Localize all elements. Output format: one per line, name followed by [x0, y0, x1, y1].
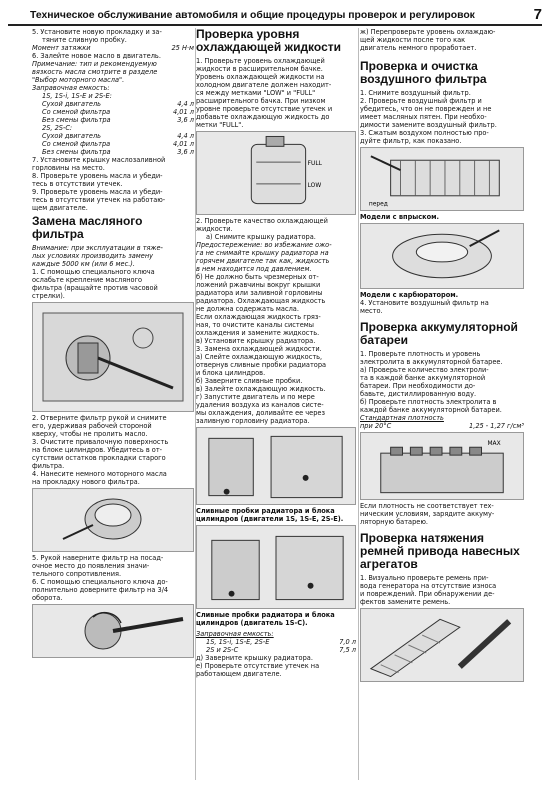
warning-line: горячем двигателе так как, жидкость — [196, 257, 330, 265]
text-line: расширительного бачка. При низком — [196, 97, 326, 105]
engine-group-title: 2S, 2S-C: — [42, 124, 73, 132]
text-line: ослабьте крепление масляного — [32, 276, 143, 284]
page-header — [8, 4, 542, 26]
text-line: 1. Проверьте уровень охлаждающей — [196, 57, 325, 65]
text-line: 9. Проверьте уровень масла и убеди- — [32, 188, 163, 196]
capacity-label: 1S, 1S-i, 1S-E, 2S-E — [206, 638, 270, 646]
text-line: жидкости. — [196, 225, 233, 233]
text-line: в) Установите крышку радиатора. — [196, 337, 316, 345]
text-line: Если плотность не соответствует тех- — [360, 502, 494, 510]
text-line: в) Залейте охлаждающую жидкость. — [196, 385, 326, 393]
text-line: на блоке цилиндров. Убедитесь в от- — [32, 446, 163, 454]
text-line: тесь в отсутствии утечек. — [32, 180, 123, 188]
section-heading: Проверка натяжения ремней привода навесных агрегатов — [360, 531, 520, 571]
page-number: 7 — [533, 6, 542, 23]
text-line: горловины на место. — [32, 164, 105, 172]
text-line: 1. Проверьте плотность и уровень — [360, 350, 481, 358]
low-mark-label: LOW — [307, 182, 322, 189]
text-line: ная, то очистите каналы системы — [196, 321, 314, 329]
text-line: отвернув сливные пробки радиатора — [196, 361, 327, 369]
radiator-drawing — [197, 428, 355, 504]
text-line: та в каждой банке аккумуляторной — [360, 374, 486, 382]
text-line: электролита в аккумуляторной батарее. — [360, 358, 503, 366]
text-line: ническим условиям, зарядите аккуму- — [360, 510, 495, 518]
density-temp: при 20°С — [360, 422, 392, 430]
filter-drawing — [33, 489, 193, 551]
warning-line: в нем находится под давлением. — [196, 265, 312, 273]
text-line: фильтра (вращайте против часовой — [32, 284, 158, 292]
text-line: ся между метками "LOW" и "FULL" — [196, 89, 316, 97]
drain-plugs-figure-1 — [196, 427, 356, 505]
front-label: перед — [368, 201, 388, 208]
section-heading: Проверка уровня охлаждающей жидкости — [196, 27, 342, 54]
text-line: 6. Залейте новое масло в двигатель. — [32, 52, 161, 60]
torque-label: Момент затяжки — [32, 44, 91, 52]
capacity-label: Со сменой фильтра — [42, 140, 111, 148]
belt-drawing — [361, 609, 523, 681]
max-mark-label: MAX — [487, 441, 501, 448]
text-line: батареи. При необходимости до- — [360, 382, 476, 390]
text-line: каждой банке аккумуляторной батареи. — [360, 406, 502, 414]
warning-line: га не снимайте крышку радиатора на — [196, 249, 329, 257]
torque-value: 25 Н·м — [171, 44, 194, 52]
warning-line: лых условиях производить замену — [32, 252, 154, 260]
capacity-row — [32, 108, 194, 116]
capacity-value: 7,5 л — [339, 646, 356, 654]
battery-drawing — [361, 433, 523, 499]
text-line: фектов замените ремень. — [360, 598, 451, 606]
density-value: 1,25 - 1,27 г/см³ — [469, 422, 524, 430]
capacity-title: Заправочная емкость: — [196, 630, 274, 638]
capacity-label: Сухой двигатель — [42, 100, 102, 108]
capacity-label: Сухой двигатель — [42, 132, 102, 140]
text-line: и блока цилиндров. — [196, 369, 266, 377]
radiator-drawing — [197, 526, 355, 608]
note-line: Примечание: тип и рекомендуемую — [32, 60, 157, 68]
text-line: 3. Сжатым воздухом полностью про- — [360, 129, 489, 137]
text-line: ляторную батарею. — [360, 518, 428, 526]
capacity-row — [32, 148, 194, 156]
figure-caption: Модели с карбюратором. — [360, 291, 459, 299]
torque-row — [32, 44, 194, 52]
text-line: сутствии остатков прокладки старого — [32, 454, 166, 462]
column-1 — [32, 28, 194, 660]
density-label: Стандартная плотность — [360, 414, 444, 422]
text-line: работающем двигателе. — [196, 670, 282, 678]
text-line: 3. Замена охлаждающей жидкости. — [196, 345, 322, 353]
text-line: тесь в отсутствии утечек на работаю- — [32, 196, 166, 204]
text-line: 7. Установите крышку маслозаливной — [32, 156, 166, 164]
round-filter-drawing — [361, 224, 523, 288]
capacity-label: 2S и 2S-C — [206, 646, 239, 654]
text-line: Если охлаждающая жидкость гряз- — [196, 313, 321, 321]
drive-belt-figure — [360, 608, 524, 682]
text-line: ж) Перепроверьте уровень охлаждаю- — [360, 28, 496, 36]
figure-caption: Модели с впрыском. — [360, 213, 440, 221]
oil-filter-gasket-figure — [32, 488, 194, 552]
section-heading: Проверка и очистка воздушного фильтра — [360, 59, 487, 86]
text-line: очное место до появления значи- — [32, 562, 150, 570]
coolant-reservoir-figure — [196, 131, 356, 215]
air-filter-drawing — [361, 148, 523, 210]
drain-plugs-figure-2 — [196, 525, 356, 609]
full-mark-label: FULL — [307, 161, 322, 168]
text-line: бавьте, дистиллированную воду. — [360, 390, 477, 398]
text-line: б) Не должно быть чрезмерных от- — [196, 273, 319, 281]
text-line: кверху, чтобы не пролить масло. — [32, 430, 148, 438]
text-line: а) Проверьте количество электроли- — [360, 366, 489, 374]
header-title: Техническое обслуживание автомобиля и общие процедуры проверок и регулировок — [30, 10, 475, 21]
battery-check-figure — [360, 432, 524, 500]
capacity-label: Со сменой фильтра — [42, 108, 111, 116]
text-line: б) Проверьте плотность электролита в — [360, 398, 497, 406]
text-line: е) Проверьте отсутствие утечек на — [196, 662, 320, 670]
text-line: 2. Проверьте качество охлаждающей — [196, 217, 328, 225]
text-line: не должна содержать масла. — [196, 305, 299, 313]
engine-group-title: 1S, 1S-i, 1S-E и 2S-E: — [42, 92, 112, 100]
air-filter-carburetor-figure — [360, 223, 524, 289]
capacity-row — [196, 646, 356, 654]
column-2 — [196, 28, 356, 678]
warning-line: Предостережение: во избежание ожо- — [196, 241, 332, 249]
capacity-value: 7,0 л — [339, 638, 356, 646]
text-line: вода генератора на отсутствие износа — [360, 582, 497, 590]
capacity-row — [32, 100, 194, 108]
column-divider — [358, 28, 359, 780]
text-line: димости замените воздушный фильтр. — [360, 121, 497, 129]
text-line: 1. Снимите воздушный фильтр. — [360, 89, 471, 97]
text-line: 2. Отверните фильтр рукой и снимите — [32, 414, 167, 422]
text-line: щей жидкости после того как — [360, 36, 466, 44]
text-line: тяните сливную пробку. — [42, 36, 127, 44]
section-heading: Проверка аккумуляторной батареи — [360, 320, 518, 347]
text-line: дуйте фильтр, как показано. — [360, 137, 462, 145]
column-3 — [360, 28, 524, 684]
text-line: мы охлаждения, доливайте ее через — [196, 409, 325, 417]
text-line: г) Запустите двигатель и по мере — [196, 393, 315, 401]
text-line: уровне проверьте отсутствие утечек и — [196, 105, 333, 113]
text-line: место. — [360, 307, 383, 315]
text-line: холодном двигателе должен находит- — [196, 81, 332, 89]
capacity-value: 4,4 л — [177, 132, 194, 140]
text-line: 5. Установите новую прокладку и за- — [32, 28, 162, 36]
note-line: вязкость масла смотрите в разделе — [32, 68, 158, 76]
note-line: "Выбор моторного масла". — [32, 76, 125, 84]
text-line: 2. Проверьте воздушный фильтр и — [360, 97, 482, 105]
text-line: 8. Проверьте уровень масла и убеди- — [32, 172, 163, 180]
text-line: щем двигателе. — [32, 204, 88, 212]
text-line: 5. Рукой наверните фильтр на посад- — [32, 554, 164, 562]
capacity-value: 3,6 л — [177, 148, 194, 156]
figure-caption: Сливные пробки радиатора и блока цилиндров (двигатель 1S-C). — [196, 611, 335, 627]
reservoir-drawing — [197, 132, 355, 214]
text-line: имеет масляных пятен. При необхо- — [360, 113, 487, 121]
text-line: стрелки). — [32, 292, 65, 300]
text-line: жидкости в расширительном бачке. — [196, 65, 323, 73]
text-line: удаления воздуха из каналов систе- — [196, 401, 324, 409]
text-line: 1. С помощью специального ключа — [32, 268, 155, 276]
capacity-value: 4,01 л — [173, 140, 194, 148]
text-line: оборота. — [32, 594, 63, 602]
text-line: охлаждения и замените жидкость. — [196, 329, 320, 337]
text-line: д) Заверните крышку радиатора. — [196, 654, 313, 662]
text-line: фильтра. — [32, 462, 65, 470]
text-line: добавьте охлаждающую жидкость до — [196, 113, 330, 121]
text-line: ложений ржавчины вокруг крышки — [196, 281, 321, 289]
text-line: 4. Нанесите немного моторного масла — [32, 470, 167, 478]
air-filter-injection-figure — [360, 147, 524, 211]
text-line: его, удерживая рабочей стороной — [32, 422, 152, 430]
text-line: убедитесь, что он не поврежден и не — [360, 105, 492, 113]
text-line: 4. Установите воздушный фильтр на — [360, 299, 489, 307]
text-line: заливную горловину радиатора. — [196, 417, 310, 425]
text-line: б) Заверните сливные пробки. — [196, 377, 303, 385]
text-line: радиатора или заливной горловины — [196, 289, 323, 297]
engine-drawing — [33, 303, 193, 411]
capacity-title: Заправочная емкость: — [32, 84, 110, 92]
capacity-row — [32, 132, 194, 140]
density-row — [360, 422, 524, 430]
capacity-row — [32, 140, 194, 148]
text-line: радиатора. Охлаждающая жидкость — [196, 297, 326, 305]
figure-caption: Сливные пробки радиатора и блока цилиндров (двигатели 1S, 1S-E, 2S-E). — [196, 507, 344, 523]
text-line: 1. Визуально проверьте ремень при- — [360, 574, 489, 582]
text-line: а) Слейте охлаждающую жидкость, — [196, 353, 323, 361]
capacity-value: 3,6 л — [177, 116, 194, 124]
capacity-label: Без смены фильтра — [42, 116, 111, 124]
warning-line: Внимание: при эксплуатации в тяже- — [32, 244, 163, 252]
text-line: и повреждений. При обнаружении де- — [360, 590, 495, 598]
section-heading: Замена масляного фильтра — [32, 214, 143, 241]
filter-wrench-figure — [32, 604, 194, 658]
capacity-row — [196, 638, 356, 646]
text-line: двигатель немного проработает. — [360, 44, 477, 52]
text-line: а) Снимите крышку радиатора. — [206, 233, 316, 241]
text-line: 3. Очистите привалочную поверхность — [32, 438, 169, 446]
text-line: 6. С помощью специального ключа до- — [32, 578, 168, 586]
wrench-drawing — [33, 605, 193, 657]
capacity-value: 4,4 л — [177, 100, 194, 108]
text-line: тельного сопротивления. — [32, 570, 122, 578]
text-line: метки "FULL". — [196, 121, 244, 129]
warning-line: каждые 5000 км (или 6 мес.). — [32, 260, 135, 268]
capacity-label: Без смены фильтра — [42, 148, 111, 156]
text-line: Уровень охлаждающей жидкости на — [196, 73, 325, 81]
text-line: полнительно доверните фильтр на 3/4 — [32, 586, 169, 594]
oil-filter-removal-figure — [32, 302, 194, 412]
capacity-row — [32, 116, 194, 124]
text-line: на прокладку нового фильтра. — [32, 478, 140, 486]
capacity-value: 4,01 л — [173, 108, 194, 116]
